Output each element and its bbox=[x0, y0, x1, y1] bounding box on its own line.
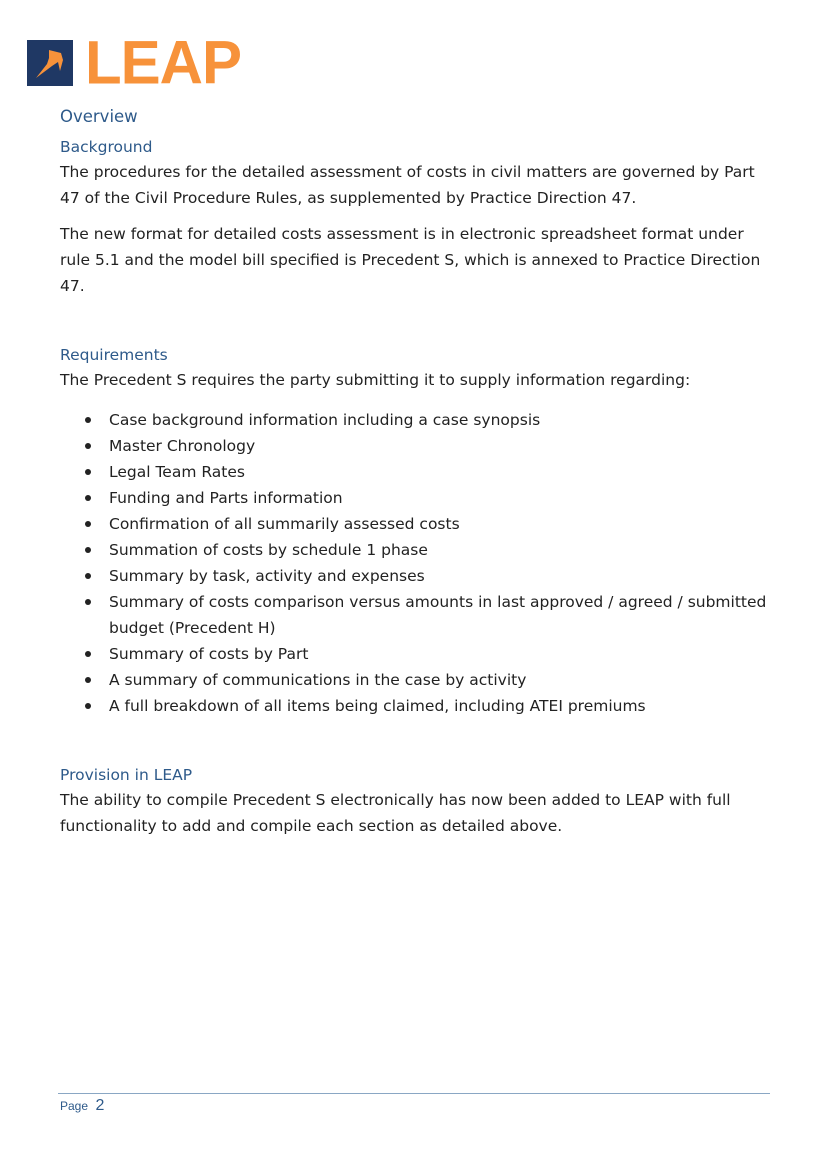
leap-figure-icon bbox=[27, 40, 73, 86]
list-item: Confirmation of all summarily assessed costs bbox=[60, 511, 772, 537]
list-item: Summation of costs by schedule 1 phase bbox=[60, 537, 772, 563]
leap-logo bbox=[27, 28, 242, 97]
document-body bbox=[60, 105, 772, 839]
list-item: A full breakdown of all items being claimed, including ATEI premiums bbox=[60, 693, 772, 719]
footer-divider bbox=[58, 1093, 770, 1094]
logo-wordmark: LEAP bbox=[85, 28, 242, 97]
background-paragraph-1: The procedures for the detailed assessment of costs in civil matters are governed by Part 47 of the Civil Procedure Rules, as supplemented by Practice Direction 47. bbox=[60, 163, 755, 207]
background-paragraph-2: The new format for detailed costs assessment is in electronic spreadsheet format under rule 5.1 and the model bill specified is Precedent S, which is annexed to Practice Direction 47. bbox=[60, 225, 761, 295]
bullet-icon bbox=[85, 703, 91, 709]
list-item: Case background information including a case synopsis bbox=[60, 407, 772, 433]
document-title: Overview bbox=[60, 107, 138, 126]
requirements-list bbox=[60, 407, 772, 719]
bullet-icon bbox=[85, 521, 91, 527]
bullet-icon bbox=[85, 677, 91, 683]
page-footer bbox=[60, 1097, 104, 1115]
bullet-icon bbox=[85, 599, 91, 605]
list-item: Summary by task, activity and expenses bbox=[60, 563, 772, 589]
bullet-icon bbox=[85, 443, 91, 449]
bullet-icon bbox=[85, 417, 91, 423]
list-item: Summary of costs comparison versus amounts in last approved / agreed / submitted budget (Precedent H) bbox=[60, 589, 772, 641]
bullet-icon bbox=[85, 573, 91, 579]
page-number: 2 bbox=[95, 1097, 105, 1114]
list-item: Legal Team Rates bbox=[60, 459, 772, 485]
list-item: Master Chronology bbox=[60, 433, 772, 459]
provision-paragraph: The ability to compile Precedent S electronically has now been added to LEAP with full functionality to add and compile each section as detailed above. bbox=[60, 791, 731, 835]
list-item: Summary of costs by Part bbox=[60, 641, 772, 667]
bullet-icon bbox=[85, 547, 91, 553]
list-item: A summary of communications in the case by activity bbox=[60, 667, 772, 693]
page-label: Page bbox=[60, 1099, 89, 1113]
bullet-icon bbox=[85, 651, 91, 657]
requirements-intro: The Precedent S requires the party submitting it to supply information regarding: bbox=[60, 371, 691, 389]
bullet-icon bbox=[85, 469, 91, 475]
list-item: Funding and Parts information bbox=[60, 485, 772, 511]
section-heading-background: Background bbox=[60, 138, 153, 156]
bullet-icon bbox=[85, 495, 91, 501]
section-heading-requirements: Requirements bbox=[60, 346, 168, 364]
section-heading-provision: Provision in LEAP bbox=[60, 766, 193, 784]
